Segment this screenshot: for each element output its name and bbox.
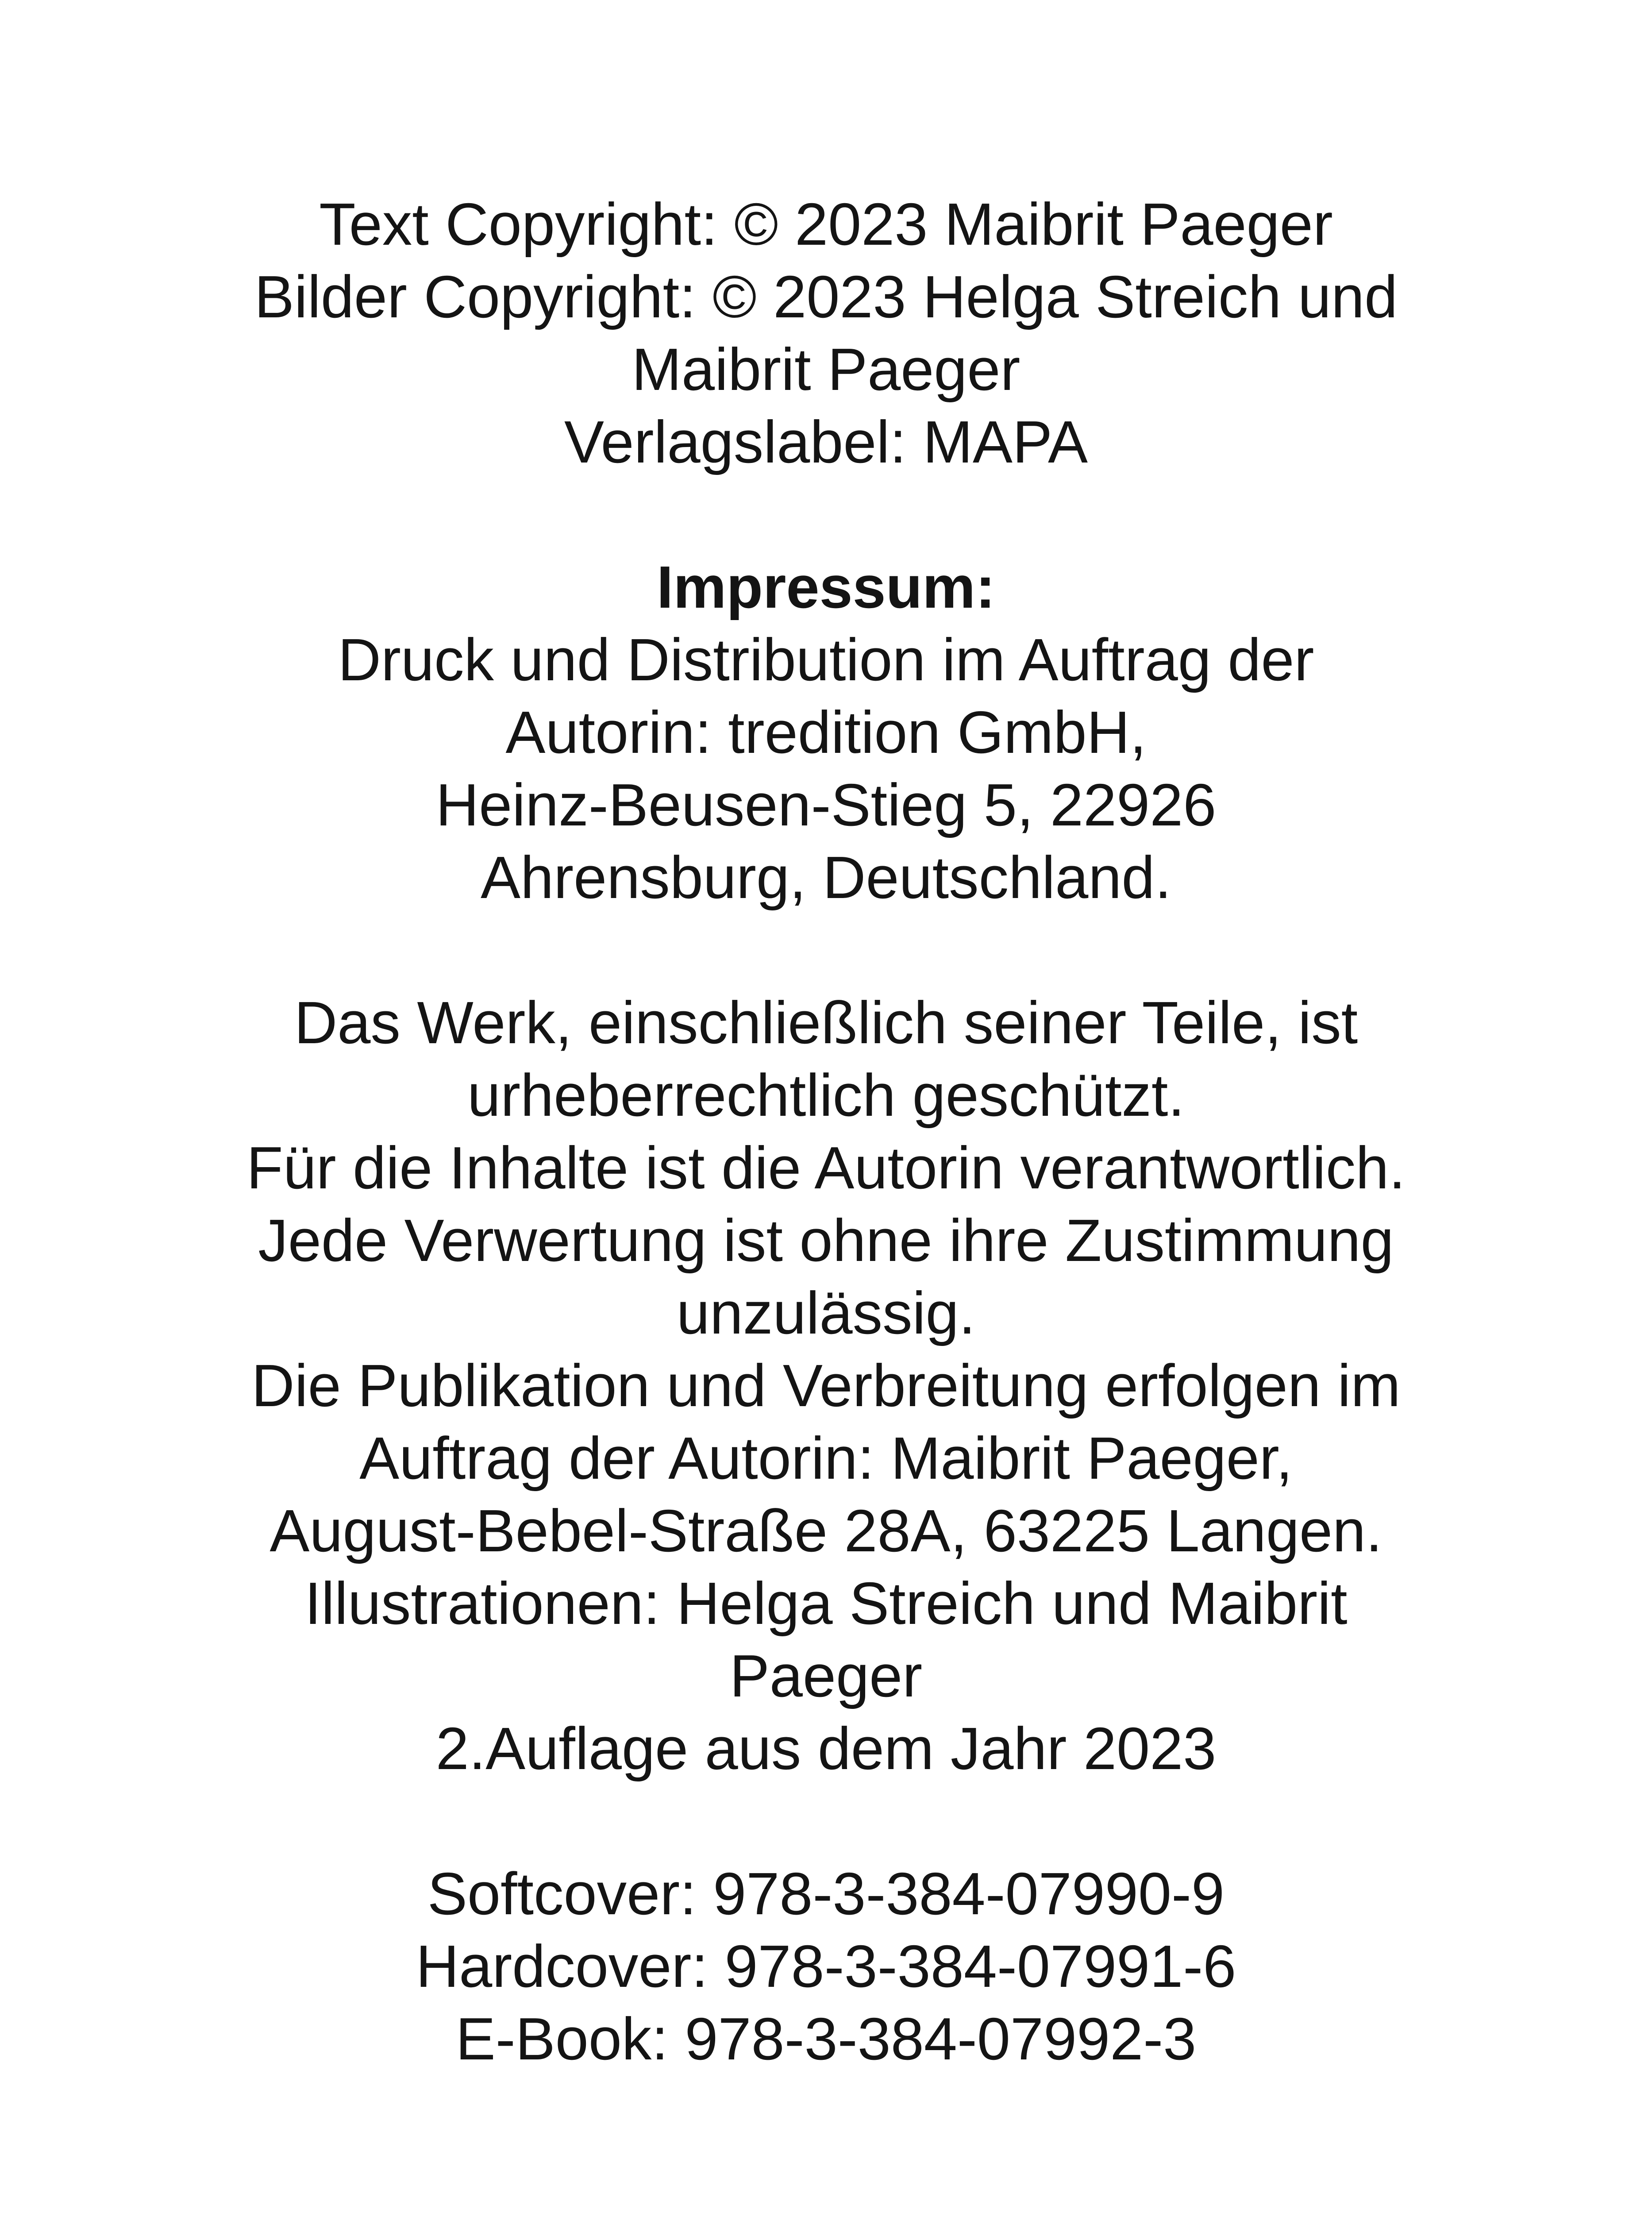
- rights-line: Die Publikation und Verbreitung erfolgen im: [251, 1352, 1401, 1419]
- impressum-line: Ahrensburg, Deutschland.: [481, 844, 1171, 911]
- rights-line: Illustrationen: Helga Streich und Maibrit: [304, 1570, 1348, 1637]
- rights-line: Auftrag der Autorin: Maibrit Paeger,: [359, 1425, 1293, 1492]
- copyright-section: [0, 188, 1652, 478]
- impressum-line: Autorin: tredition GmbH,: [505, 699, 1147, 766]
- rights-line: urheberrechtlich geschützt.: [467, 1062, 1185, 1129]
- publisher-label-line: Verlagslabel: MAPA: [564, 409, 1088, 475]
- text-copyright-line: Text Copyright: © 2023 Maibrit Paeger: [319, 191, 1333, 258]
- isbn-hardcover: Hardcover: 978-3-384-07991-6: [416, 1933, 1236, 2000]
- isbn-ebook: E-Book: 978-3-384-07992-3: [455, 2005, 1197, 2072]
- imprint-text-block: [0, 188, 1652, 2075]
- isbn-softcover: Softcover: 978-3-384-07990-9: [427, 1860, 1225, 1927]
- section-spacer: [0, 478, 1652, 551]
- rights-line: August-Bebel-Straße 28A, 63225 Langen.: [270, 1497, 1382, 1564]
- impressum-section: [0, 551, 1652, 914]
- rights-line: Für die Inhalte ist die Autorin verantwortlich.: [246, 1134, 1406, 1201]
- impressum-heading: Impressum:: [656, 554, 996, 621]
- edition-line: 2.Auflage aus dem Jahr 2023: [435, 1715, 1217, 1782]
- rights-line: unzulässig.: [676, 1280, 976, 1346]
- impressum-line: Heinz-Beusen-Stieg 5, 22926: [435, 771, 1217, 838]
- impressum-line: Druck und Distribution im Auftrag der: [338, 626, 1314, 693]
- isbn-section: [0, 1858, 1652, 2075]
- rights-line: Paeger: [729, 1642, 923, 1709]
- rights-line: Das Werk, einschließlich seiner Teile, ist: [294, 989, 1358, 1056]
- images-copyright-line-continued: Maibrit Paeger: [632, 336, 1020, 403]
- section-spacer: [0, 914, 1652, 987]
- images-copyright-line: Bilder Copyright: © 2023 Helga Streich und: [254, 263, 1398, 330]
- section-spacer: [0, 1785, 1652, 1858]
- rights-section: [0, 987, 1652, 1785]
- rights-line: Jede Verwertung ist ohne ihre Zustimmung: [258, 1207, 1394, 1274]
